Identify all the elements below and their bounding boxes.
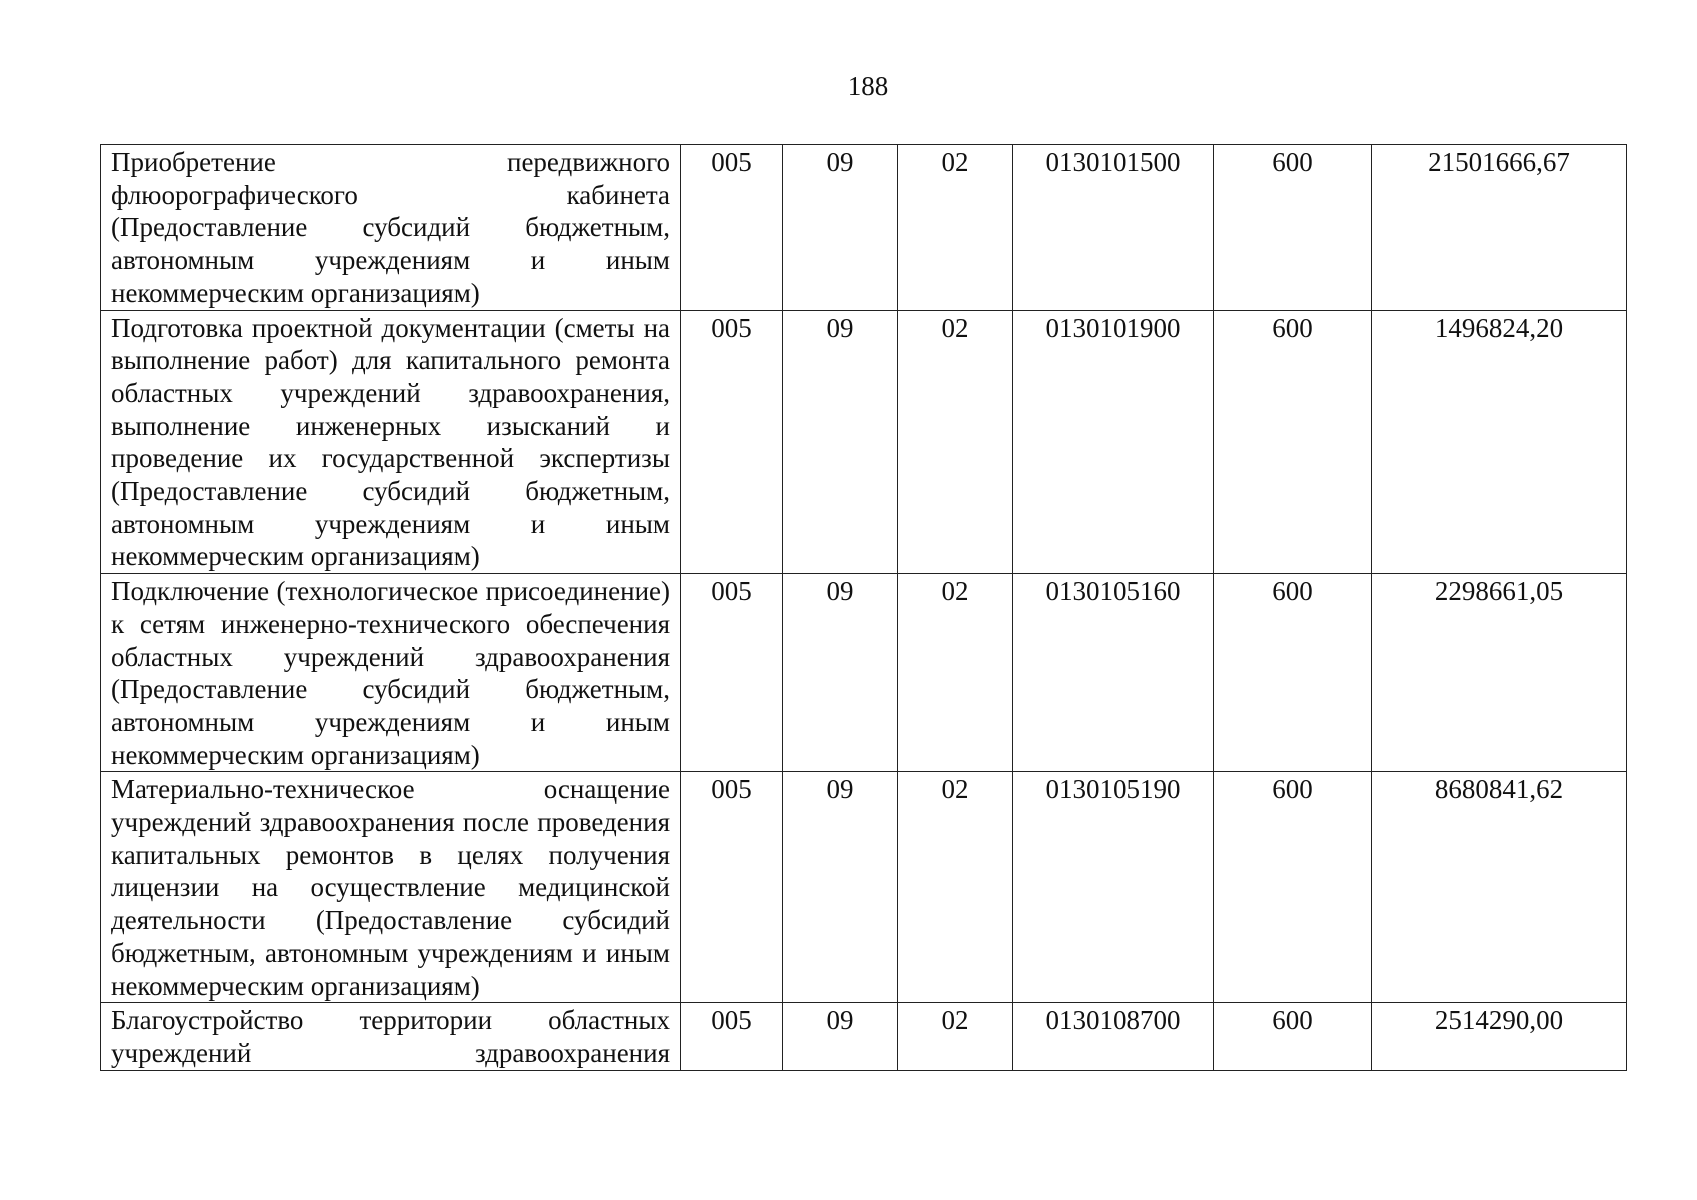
table-row bbox=[101, 310, 1627, 574]
row-description: Приобретение передвижного флюорографического кабинета (Предоставление субсидий бюджетным, автономным учреждениям и иным некоммерческим организациям) bbox=[101, 145, 681, 311]
row-description: Подготовка проектной документации (сметы на выполнение работ) для капитального ремонта областных учреждений здравоохранения, выполнение инженерных изысканий и проведение их государственной экспертизы (Предоставление субсидий бюджетным, автономным учреждениям и иным некоммерческим организациям) bbox=[101, 310, 681, 574]
row-section-code: 09 bbox=[783, 772, 898, 1003]
row-ministry-code: 005 bbox=[681, 772, 783, 1003]
row-target-article: 0130105160 bbox=[1013, 574, 1214, 772]
row-section-code: 09 bbox=[783, 574, 898, 772]
row-ministry-code: 005 bbox=[681, 310, 783, 574]
row-subsection-code: 02 bbox=[898, 574, 1013, 772]
row-description: Подключение (технологическое присоединение) к сетям инженерно-технического обеспечения областных учреждений здравоохранения (Предоставление субсидий бюджетным, автономным учреждениям и иным некоммерческим организациям) bbox=[101, 574, 681, 772]
row-target-article: 0130101900 bbox=[1013, 310, 1214, 574]
row-section-code: 09 bbox=[783, 1003, 898, 1070]
row-ministry-code: 005 bbox=[681, 145, 783, 311]
page-number: 188 bbox=[847, 71, 889, 101]
row-expense-type: 600 bbox=[1214, 772, 1372, 1003]
row-expense-type: 600 bbox=[1214, 310, 1372, 574]
table-row bbox=[101, 145, 1627, 311]
row-target-article: 0130105190 bbox=[1013, 772, 1214, 1003]
row-subsection-code: 02 bbox=[898, 310, 1013, 574]
row-subsection-code: 02 bbox=[898, 772, 1013, 1003]
row-description: Благоустройство территории областных учреждений здравоохранения bbox=[101, 1003, 681, 1070]
row-target-article: 0130108700 bbox=[1013, 1003, 1214, 1070]
row-amount: 2298661,05 bbox=[1372, 574, 1627, 772]
table-row bbox=[101, 574, 1627, 772]
row-ministry-code: 005 bbox=[681, 1003, 783, 1070]
row-amount: 21501666,67 bbox=[1372, 145, 1627, 311]
row-target-article: 0130101500 bbox=[1013, 145, 1214, 311]
table-row bbox=[101, 772, 1627, 1003]
row-subsection-code: 02 bbox=[898, 145, 1013, 311]
budget-table bbox=[100, 144, 1627, 1071]
row-amount: 8680841,62 bbox=[1372, 772, 1627, 1003]
table-row bbox=[101, 1003, 1627, 1070]
row-subsection-code: 02 bbox=[898, 1003, 1013, 1070]
row-amount: 2514290,00 bbox=[1372, 1003, 1627, 1070]
row-section-code: 09 bbox=[783, 310, 898, 574]
row-expense-type: 600 bbox=[1214, 574, 1372, 772]
row-amount: 1496824,20 bbox=[1372, 310, 1627, 574]
row-section-code: 09 bbox=[783, 145, 898, 311]
row-expense-type: 600 bbox=[1214, 1003, 1372, 1070]
row-expense-type: 600 bbox=[1214, 145, 1372, 311]
row-description: Материально-техническое оснащение учреждений здравоохранения после проведения капитальных ремонтов в целях получения лицензии на осуществление медицинской деятельности (Предоставление субсидий бюджетным, автономным учреждениям и иным некоммерческим организациям) bbox=[101, 772, 681, 1003]
row-ministry-code: 005 bbox=[681, 574, 783, 772]
